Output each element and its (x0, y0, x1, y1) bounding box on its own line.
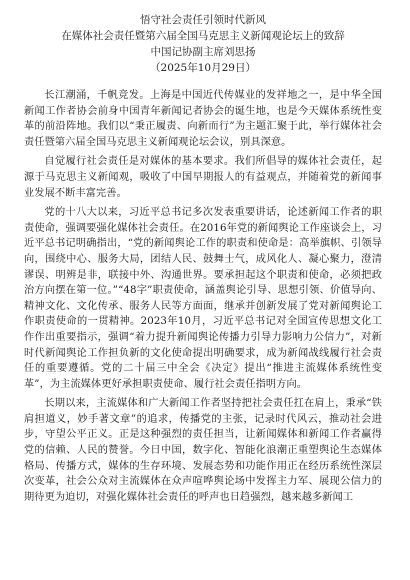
document-title: 悟守社会责任引领时代新风 (140, 14, 266, 26)
paragraph: 党的十八大以来，习近平总书记多次发表重要讲话，论述新闻工作者的职责使命，强调要强化媒体社会责任。在2016年党的新闻舆论工作座谈会上，习近平总书记明确指出，“党的新闻舆论工作的职责和使命是：高举旗帜、引领导向，围绕中心、服务大局，团结人民、鼓舞士气，成风化人、凝心聚力，澄清谬误、明辨是非，联接中外、沟通世界。要承担起这个职责和使命，必须把政治方向摆在第一位。”“48字”职责使命，涵盖舆论引导、思想引领、价值导向、精神文化、文化传承、服务人民等方面面，继承并创新发展了党对新闻舆论工作职责使命的一贯精神。2023年10月，习近平总书记对全国宣传思想文化工作作出重要指示，强调“着力提升新闻舆论传播力引导力影响力公信力”，对新时代新闻舆论工作担负新的文化使命提出明确要求，成为新闻战线履行社会责任的重要遵循。党的二十届三中全会《决定》提出“推进主流媒体系统性变革”，为主流媒体更好承担职责使命、履行社会责任指明方向。 (24, 207, 382, 390)
document-body (24, 88, 382, 505)
date-line: （2025年10月29日） (150, 62, 256, 74)
speaker-line: 中国记协副主席刘思扬 (150, 46, 256, 58)
paragraph: 长期以来，主流媒体和广大新闻工作者坚持把社会责任扛在肩上，秉承“铁肩担道义，妙手著文章”的追求，传播党的主张，记录时代风云，推动社会进步，守望公平正义。正是这种强烈的责任担当，让新闻媒体和新闻工作者赢得党的信赖、人民的赞誉。今日中国，数字化、智能化浪潮正重塑舆论生态媒体格局、传播方式，媒体的生存环境、发展态势和功能作用正在经历系统性深层次变革，社会公众对主流媒体在众声喧哗舆论场中发挥主力军、展现公信力的期待更为迫切，对强化媒体社会责任的呼声也日趋强烈，越来越多新闻工 (24, 398, 382, 503)
paragraph: 长江潮涌，千帆竞发。上海是中国近代传媒业的发祥地之一，是中华全国新闻工作者协会前身中国青年新闻记者协会的诞生地，也是今天媒体系统性变革的前沿阵地。我们以“秉正履责、向新而行”为主题汇聚于此，举行媒体社会责任暨第六届全国马克思主义新闻观论坛会议，别具深意。 (24, 90, 382, 148)
document-subtitle: 在媒体社会责任暨第六届全国马克思主义新闻观论坛上的致辞 (61, 30, 345, 42)
document-header (24, 12, 382, 76)
paragraph: 自觉履行社会责任是对媒体的基本要求。我们所倡导的媒体社会责任，起源于马克思主义新闻观，吸收了中国早期报人的有益观点，并随着党的新闻事业发展不断丰富完善。 (24, 156, 382, 199)
